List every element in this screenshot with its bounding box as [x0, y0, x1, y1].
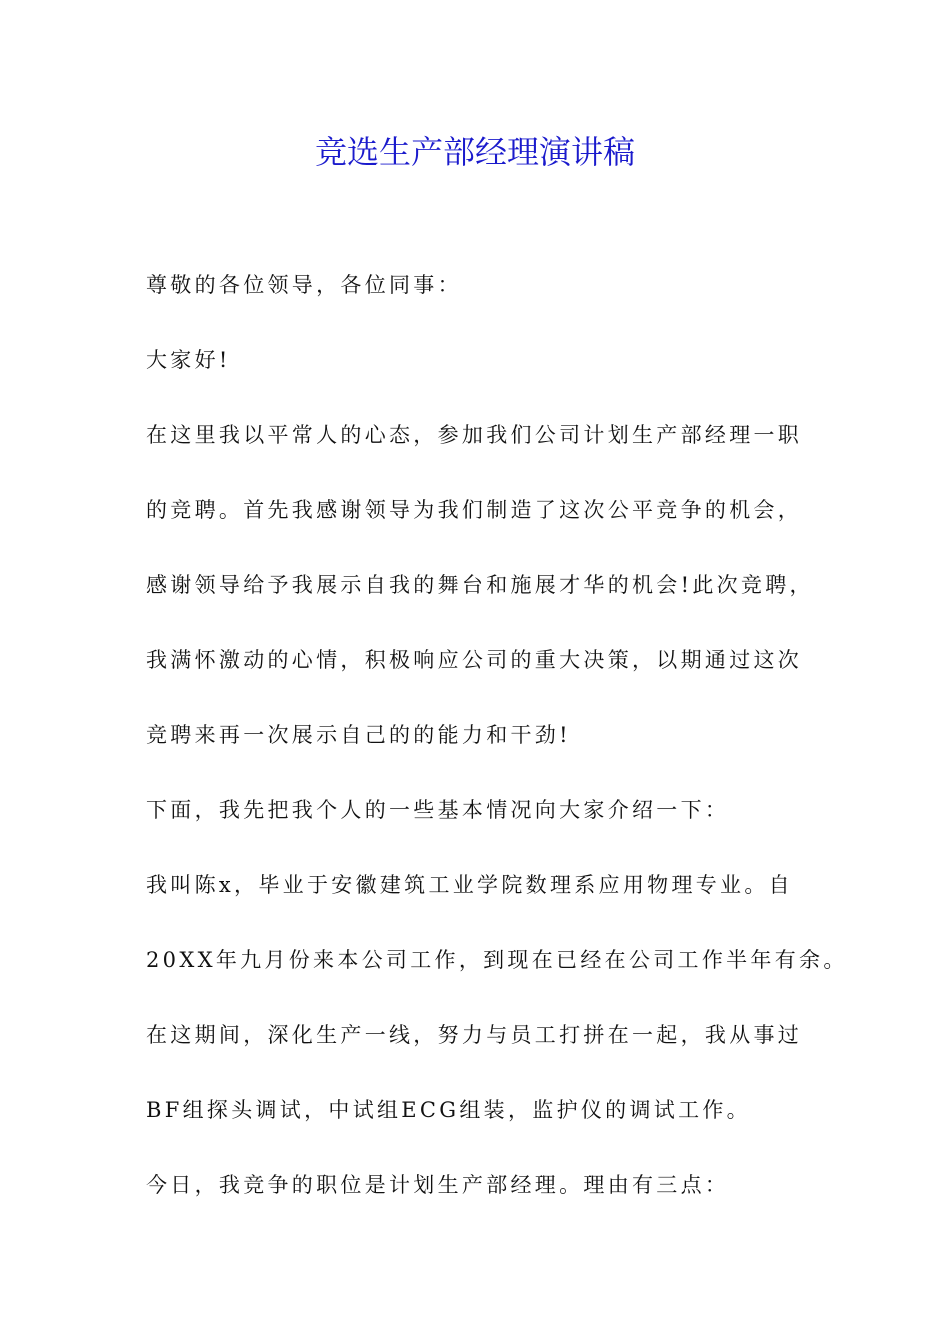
greeting: 大家好! [146, 348, 231, 372]
paragraph-line: 20XX年九月份来本公司工作，到现在已经在公司工作半年有余。 [146, 948, 848, 972]
paragraph-line: 下面，我先把我个人的一些基本情况向大家介绍一下： [146, 798, 730, 822]
salutation: 尊敬的各位领导，各位同事： [146, 273, 462, 297]
paragraph-line: 我叫陈x，毕业于安徽建筑工业学院数理系应用物理专业。自 [146, 873, 793, 897]
paragraph-line: 今日，我竞争的职位是计划生产部经理。理由有三点： [146, 1173, 730, 1197]
paragraph-line: 竞聘来再一次展示自己的的能力和干劲! [146, 723, 571, 747]
paragraph-line: 在这期间，深化生产一线，努力与员工打拼在一起，我从事过 [146, 1023, 803, 1047]
paragraph-line: 感谢领导给予我展示自我的舞台和施展才华的机会!此次竞聘， [146, 573, 814, 597]
document-title: 竞选生产部经理演讲稿 [314, 133, 635, 171]
paragraph-line: 我满怀激动的心情，积极响应公司的重大决策，以期通过这次 [146, 648, 803, 672]
paragraph-line: 在这里我以平常人的心态，参加我们公司计划生产部经理一职 [146, 423, 803, 447]
paragraph-line: BF组探头调试，中试组ECG组装，监护仪的调试工作。 [146, 1098, 751, 1122]
paragraph-line: 的竞聘。首先我感谢领导为我们制造了这次公平竞争的机会， [146, 498, 803, 522]
